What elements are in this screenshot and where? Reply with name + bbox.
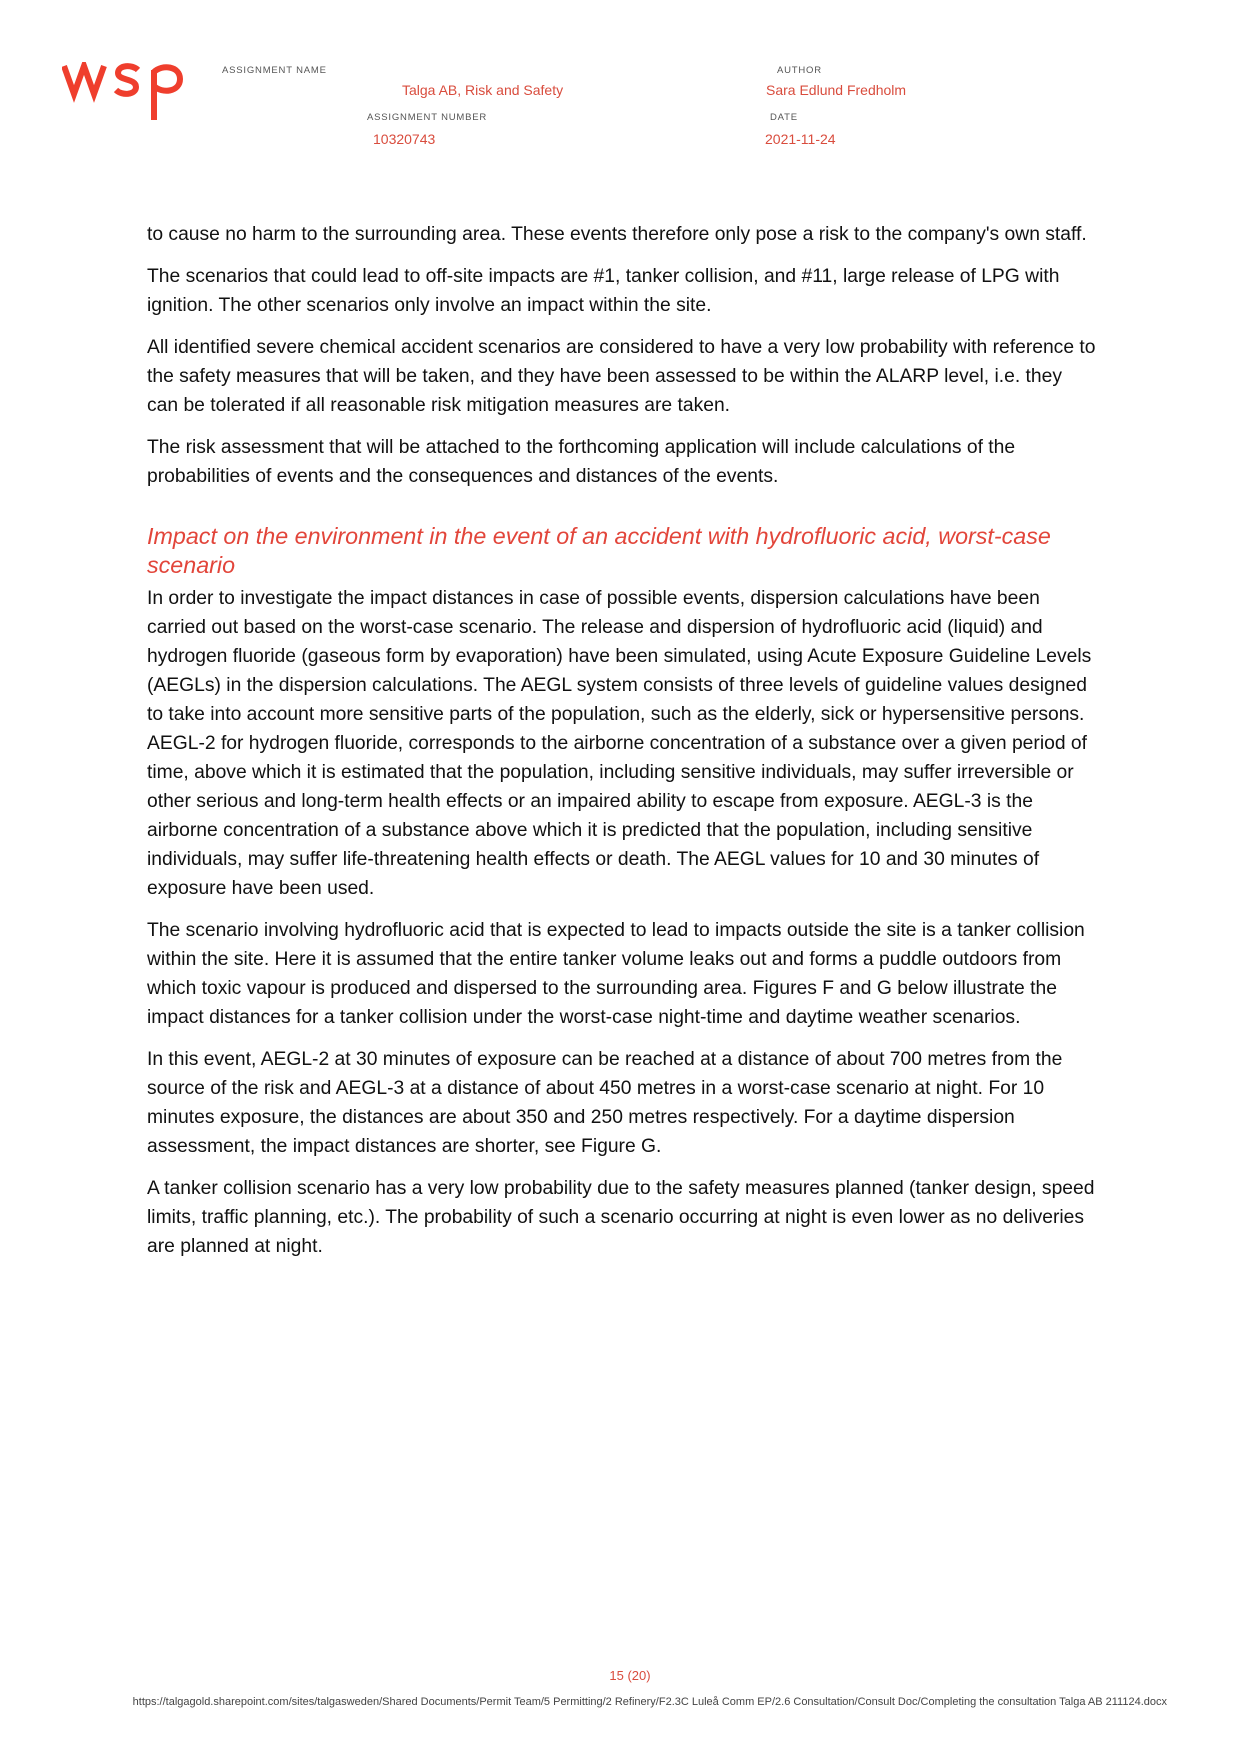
date-label: DATE <box>770 112 798 123</box>
author: Sara Edlund Fredholm <box>766 82 907 98</box>
paragraph: The scenarios that could lead to off-site impacts are #1, tanker collision, and #11, large release of LPG with ignition. The other scenarios only involve an impact within the site. <box>147 266 1060 316</box>
paragraph: A tanker collision scenario has a very low probability due to the safety measures planned (tanker design, speed limits, traffic planning, etc.). The probability of such a scenario occurring at night is even lower as no deliveries are planned at night. <box>147 1178 1095 1257</box>
section-heading: Impact on the environment in the event of an accident with hydrofluoric acid, worst-case scenario <box>147 523 1051 578</box>
paragraph: to cause no harm to the surrounding area. These events therefore only pose a risk to the company's own staff. <box>147 224 1087 245</box>
page-number: 15 (20) <box>609 1668 651 1683</box>
paragraph: In order to investigate the impact distances in case of possible events, dispersion calculations have been carried out based on the worst-case scenario. The release and dispersion of hydrofluoric acid (liquid) and hydrogen fluoride (gaseous form by evaporation) have been simulated, using Acute Exposure Guideline Levels (AEGLs) in the dispersion calculations. The AEGL system consists of three levels of guideline values designed to take into account more sensitive parts of the population, such as the elderly, sick or hypersensitive persons. AEGL-2 for hydrogen fluoride, corresponds to the airborne concentration of a substance over a given period of time, above which it is estimated that the population, including sensitive individuals, may suffer irreversible or other serious and long-term health effects or an impaired ability to escape from exposure. AEGL-3 is the airborne concentration of a substance above which it is predicted that the population, including sensitive individuals, may suffer life-threatening health effects or death. The AEGL values for 10 and 30 minutes of exposure have been used. <box>147 588 1092 899</box>
paragraph: In this event, AEGL-2 at 30 minutes of exposure can be reached at a distance of about 700 metres from the source of the risk and AEGL-3 at a distance of about 450 metres in a worst-case scenario at night. For 10 minutes exposure, the distances are about 350 and 250 metres respectively. For a daytime dispersion assessment, the impact distances are shorter, see Figure G. <box>147 1049 1063 1157</box>
date: 2021-11-24 <box>765 131 836 147</box>
assignment-number-label: ASSIGNMENT NUMBER <box>367 112 488 123</box>
paragraph: The risk assessment that will be attached to the forthcoming application will include calculations of the probabilities of events and the consequences and distances of the events. <box>147 437 1016 487</box>
wsp-logo <box>62 62 204 132</box>
assignment-name-label: ASSIGNMENT NAME <box>222 65 327 76</box>
assignment-number: 10320743 <box>373 131 436 147</box>
document-path: https://talgagold.sharepoint.com/sites/talgasweden/Shared Documents/Permit Team/5 Permitting/2 Refinery/F2.3C Luleå Comm EP/2.6 Consultation/Consult Doc/Completing the consultation Talga AB 211124.docx <box>132 1696 1167 1708</box>
assignment-name: Talga AB, Risk and Safety <box>402 82 564 98</box>
paragraph: All identified severe chemical accident scenarios are considered to have a very low probability with reference to the safety measures that will be taken, and they have been assessed to be within the ALARP level, i.e. they can be tolerated if all reasonable risk mitigation measures are taken. <box>147 337 1096 416</box>
author-label: AUTHOR <box>777 65 822 76</box>
paragraph: The scenario involving hydrofluoric acid that is expected to lead to impacts outside the site is a tanker collision within the site. Here it is assumed that the entire tanker volume leaks out and forms a puddle outdoors from which toxic vapour is produced and dispersed to the surrounding area. Figures F and G below illustrate the impact distances for a tanker collision under the worst-case night-time and daytime weather scenarios. <box>147 920 1085 1028</box>
document-body <box>147 220 1097 1274</box>
